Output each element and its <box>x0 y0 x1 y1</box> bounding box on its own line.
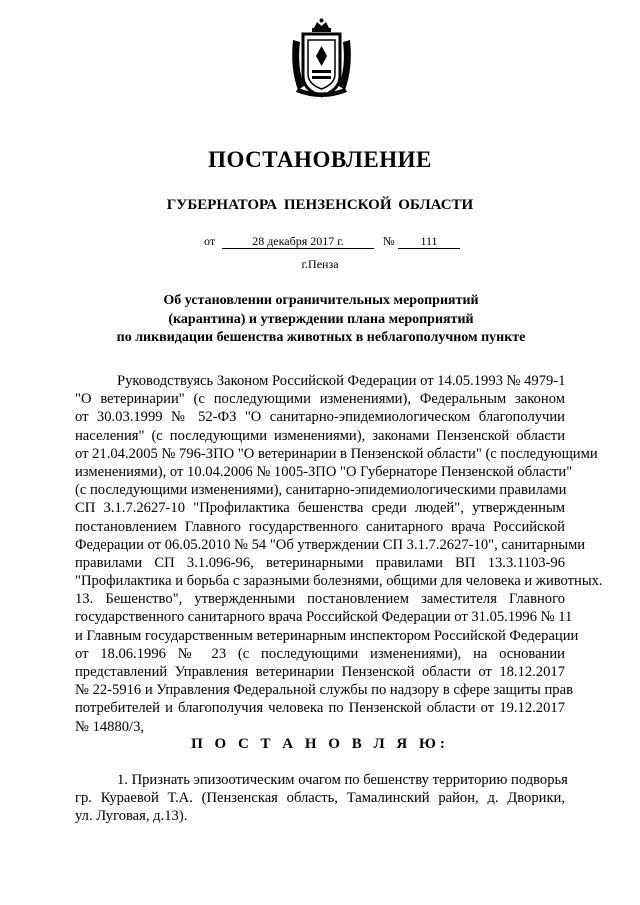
paragraph-line: СП 3.1.7.2627-10 "Профилактика бешенства среди людей", утвержденным <box>75 500 565 517</box>
document-date: 28 декабря 2017 г. <box>222 234 374 249</box>
paragraph-line: Руководствуясь Законом Российской Федерации от 14.05.1993 № 4979-1 <box>117 373 566 389</box>
paragraph-line: (с последующими изменениями), санитарно-эпидемиологическими правилами <box>75 482 567 499</box>
paragraph-line: представлений Управления ветеринарии Пензенской области от 18.12.2017 <box>75 664 565 680</box>
paragraph-line: № 14880/3, <box>75 718 145 735</box>
decree-heading: П О С Т А Н О В Л Я Ю: <box>191 736 449 752</box>
decree-item-1 <box>75 771 568 826</box>
heading-line: (карантина) и утверждении плана мероприятий <box>168 311 474 327</box>
paragraph-line: и Главным государственным ветеринарным инспектором Российской Федерации <box>75 627 579 644</box>
document-number: 111 <box>398 234 460 249</box>
paragraph-line: № 22-5916 и Управления Федеральной службы по надзору в сфере защиты прав <box>75 682 573 699</box>
paragraph-line: потребителей и благополучия человека по Пензенской области от 19.12.2017 <box>75 700 565 717</box>
paragraph-line: "Профилактика и борьба с заразными болезнями, общими для человека и животных. <box>75 573 603 590</box>
paragraph-line: постановлением Главного государственного санитарного врача Российской <box>75 518 565 535</box>
paragraph-line: 13. Бешенство", утвержденными постановлением заместителя Главного <box>75 591 565 608</box>
paragraph-line: населения" (с последующими изменениями), законами Пензенской области <box>75 427 565 444</box>
item-line: 1. Признать эпизоотическим очагом по бешенству территорию подворья <box>117 772 568 788</box>
paragraph-line: изменениями), от 10.04.2006 № 1005-ЗПО "О Губернаторе Пензенской области" <box>75 463 573 480</box>
item-line: гр. Кураевой Т.А. (Пензенская область, Тамалинский район, д. Дворики, <box>75 790 565 807</box>
document-heading <box>90 292 552 348</box>
paragraph-line: правилами СП 3.1.096-96, ветеринарными правилами ВП 13.3.1103-96 <box>75 554 565 571</box>
date-prefix: от <box>204 234 216 248</box>
item-line: ул. Луговая, д.13). <box>75 808 188 825</box>
document-title: ПОСТАНОВЛЕНИЕ <box>208 147 432 172</box>
heading-line: Об установлении ограничительных мероприятий <box>163 293 479 308</box>
heading-line: по ликвидации бешенства животных в неблагополучном пункте <box>116 330 526 345</box>
paragraph-line: Федерации от 06.05.2010 № 54 "Об утверждении СП 3.1.7.2627-10", санитарными <box>75 536 586 553</box>
preamble-paragraph <box>75 372 603 736</box>
paragraph-line: государственного санитарного врача Российской Федерации от 31.05.1996 № 11 <box>75 609 573 626</box>
number-label: № <box>383 234 395 248</box>
city-label: г.Пенза <box>301 257 339 271</box>
issuer-subtitle: ГУБЕРНАТОРА ПЕНЗЕНСКОЙ ОБЛАСТИ <box>166 197 474 213</box>
paragraph-line: от 30.03.1999 № 52-ФЗ "О санитарно-эпидемиологическом благополучии <box>75 409 565 426</box>
coat-of-arms-emblem <box>290 18 353 98</box>
paragraph-line: от 18.06.1996 № 23 (с последующими изменениями), на основании <box>75 645 565 662</box>
paragraph-line: от 21.04.2005 № 796-ЗПО "О ветеринарии в Пензенской области" (с последующими <box>75 445 598 462</box>
paragraph-line: "О ветеринарии" (с последующими изменениями), Федеральным законом <box>75 391 565 408</box>
